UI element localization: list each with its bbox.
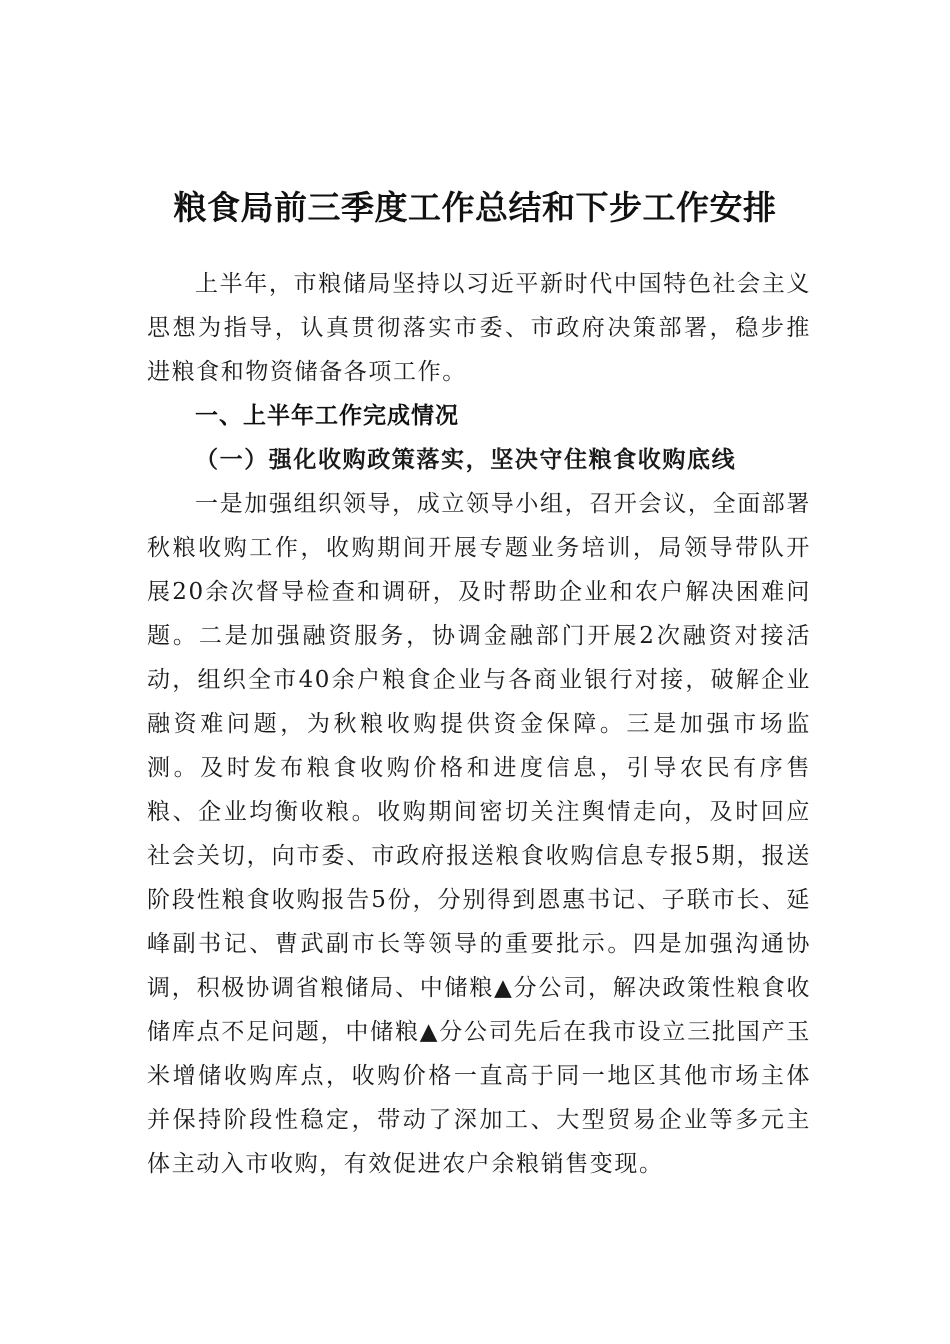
subsection-body-paragraph: 一是加强组织领导，成立领导小组，召开会议，全面部署秋粮收购工作，收购期间开展专题业务培训，局领导带队开展20余次督导检查和调研，及时帮助企业和农户解决困难问题。二是加强融资服务，协调金融部门开展2次融资对接活动，组织全市40余户粮食企业与各商业银行对接，破解企业融资难问题，为秋粮收购提供资金保障。三是加强市场监测。及时发布粮食收购价格和进度信息，引导农民有序售粮、企业均衡收粮。收购期间密切关注舆情走向，及时回应社会关切，向市委、市政府报送粮食收购信息专报5期，报送阶段性粮食收购报告5份，分别得到恩惠书记、子联市长、延峰副书记、曹武副市长等领导的重要批示。四是加强沟通协调，积极协调省粮储局、中储粮▲分公司，解决政策性粮食收储库点不足问题，中储粮▲分公司先后在我市设立三批国产玉米增储收购库点，收购价格一直高于同一地区其他市场主体并保持阶段性稳定，带动了深加工、大型贸易企业等多元主体主动入市收购，有效促进农户余粮销售变现。: [147, 491, 811, 1177]
intro-paragraph: 上半年，市粮储局坚持以习近平新时代中国特色社会主义思想为指导，认真贯彻落实市委、市政府决策部署，稳步推进粮食和物资储备各项工作。: [147, 271, 811, 385]
document-title: 粮食局前三季度工作总结和下步工作安排: [173, 188, 777, 228]
section-heading: 一、上半年工作完成情况: [195, 403, 459, 429]
subsection-heading: （一）强化收购政策落实，坚决守住粮食收购底线: [195, 446, 737, 473]
